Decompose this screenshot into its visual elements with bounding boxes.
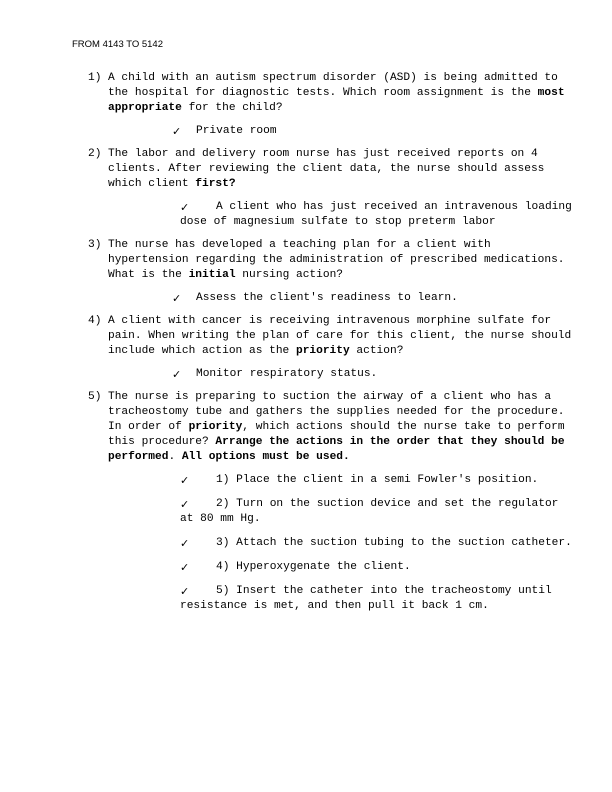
answer-text: Private room — [196, 125, 277, 137]
question — [88, 238, 572, 283]
question — [88, 314, 572, 359]
question-list — [88, 71, 572, 614]
checkmark-icon: ✓ — [180, 201, 190, 214]
question-number: 1) — [88, 72, 102, 84]
question-text: A child with an autism spectrum disorder (ASD) is being admitted to the hospital for diagnostic tests. Which room assignment is the — [108, 72, 558, 99]
question-text: . — [168, 451, 182, 463]
answer-text: Assess the client's readiness to learn. — [196, 292, 458, 304]
question-text-emphasis: priority — [295, 345, 350, 357]
question-text: nursing action? — [235, 269, 343, 281]
question-number: 3) — [88, 239, 102, 251]
question-number: 5) — [88, 391, 102, 403]
checkmark-icon: ✓ — [180, 498, 190, 511]
page-header: FROM 4143 TO 5142 — [72, 39, 164, 50]
question-text: The nurse is preparing to suction the airway of a client who has a tracheostomy tube and gathers the supplies needed for the procedure. In order of — [108, 391, 565, 433]
checkmark-icon: ✓ — [172, 125, 182, 138]
answer-text: 5) Insert the catheter into the tracheostomy until resistance is met, and then pull it back 1 cm. — [180, 585, 552, 612]
answer-item — [88, 200, 572, 230]
answer-text: 4) Hyperoxygenate the client. — [216, 561, 411, 573]
answer-item — [88, 124, 572, 139]
question-text: action? — [349, 345, 404, 357]
answer-text: 2) Turn on the suction device and set the regulator at 80 mm Hg. — [180, 498, 559, 525]
question-number: 4) — [88, 315, 102, 327]
answer-item — [88, 367, 572, 382]
checkmark-icon: ✓ — [180, 585, 190, 598]
question-text-emphasis: Arrange the actions in the order that they should be performed — [108, 436, 565, 463]
checkmark-icon: ✓ — [180, 537, 190, 550]
answer-item — [88, 584, 572, 614]
question — [88, 390, 572, 465]
question-text-emphasis: priority — [188, 421, 243, 433]
question-text-emphasis: initial — [188, 269, 236, 281]
question-text: The labor and delivery room nurse has just received reports on 4 clients. After reviewing the client data, the nurse should assess which client — [108, 148, 545, 190]
answer-text: 3) Attach the suction tubing to the suction catheter. — [216, 537, 572, 549]
question-number: 2) — [88, 148, 102, 160]
question-text: for the child? — [181, 102, 283, 114]
checkmark-icon: ✓ — [180, 474, 190, 487]
answer-item — [88, 497, 572, 527]
question-text: The nurse has developed a teaching plan for a client with hypertension regarding the administration of prescribed medications. What is the — [108, 239, 565, 281]
answer-item — [88, 291, 572, 306]
answer-text: 1) Place the client in a semi Fowler's position. — [216, 474, 539, 486]
question-text: A client with cancer is receiving intravenous morphine sulfate for pain. When writing the plan of care for this client, the nurse should include which action as the — [108, 315, 572, 357]
question — [88, 147, 572, 192]
answer-text: Monitor respiratory status. — [196, 368, 378, 380]
question-text-emphasis: first? — [195, 178, 236, 190]
checkmark-icon: ✓ — [180, 561, 190, 574]
question-text: , which actions should the nurse take to perform this procedure? — [108, 421, 565, 448]
answer-text: A client who has just received an intravenous loading dose of magnesium sulfate to stop preterm labor — [180, 201, 572, 228]
question-text-emphasis: All options must be used. — [181, 451, 350, 463]
answer-item — [88, 560, 572, 575]
question — [88, 71, 572, 116]
question-text-emphasis: most appropriate — [108, 87, 565, 114]
checkmark-icon: ✓ — [172, 368, 182, 381]
answer-item — [88, 536, 572, 551]
checkmark-icon: ✓ — [172, 292, 182, 305]
answer-item — [88, 473, 572, 488]
